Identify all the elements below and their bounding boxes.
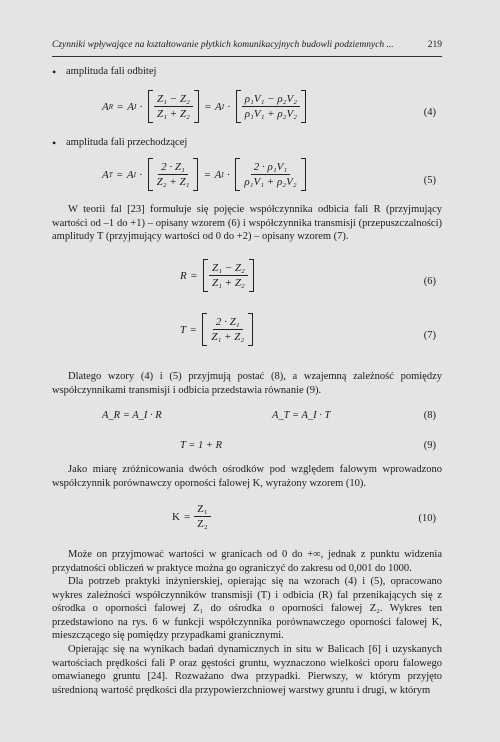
eq7-den: Z₁ + Z₂ [211, 331, 245, 343]
eq4-frac2-den: ρ₁V₁ + ρ₂V₂ [244, 108, 297, 120]
eq5-lhs: A [102, 168, 109, 181]
eq7-num: 2 · Z₁ [213, 315, 243, 330]
paragraph-3: Jako miarę zróżnicowania dwóch ośrodków pod względem falowym wprowadzono współczynnik porównawczy oporności falowej K, wyrażony wzorem (10). [52, 464, 442, 489]
eq4-amp-sub: I [133, 102, 137, 111]
paragraph-1: W teorii fal [23] formułuje się pojęcie współczynnika odbicia fali R (przyjmujący wartości od –1 do +1) – opisany wzorem (6) i współczynnika transmisji (przepuszczalności) amplitudy T (przyjmujący wartości od 0 do +2) – opisany wzorem (7). [52, 204, 442, 242]
eq5-number: (5) [423, 175, 436, 186]
eq8-number: (8) [423, 410, 436, 421]
paragraph-6: Opierając się na wynikach badań dynamicznych in situ w Balicach [6] i uzyskanych wartościach prędkości fali P oraz gęstości gruntu, wyznaczono wielkości oporu falowego omawianego gruntu [24]. Rozważano dwa przypadki. Pierwszy, w którym przyjęto uśrednioną wartość prędkości dla przypowierzchniowej warstwy gruntu i drugi, w którym [52, 644, 442, 696]
eq9-number: (9) [423, 440, 436, 451]
eq5-amp-2: A [214, 168, 222, 181]
eq6-den: Z₁ + Z₂ [211, 277, 245, 289]
eq5-amp: A [126, 168, 134, 181]
eq10-den: Z₂ [197, 518, 208, 530]
eq6-lhs: R [180, 269, 187, 282]
eq5-amp-sub: I [133, 170, 136, 179]
header-rule [52, 56, 442, 57]
bullet-reflected: • amplituda fali odbitej [66, 66, 156, 77]
eq4-lhs: A [102, 100, 109, 113]
eq7-lhs: T [180, 323, 187, 336]
paragraph-5: Dla potrzeb praktyki inżynierskiej, opierając się na wzorach (4) i (5), opracowano wykres zależności współczynników transmisji (T) i odbicia (R) fal przenikających się z ośrodka o oporności falowej Z₁ do ośrodka o oporności falowej Z₂. Wykres ten przedstawiono na rys. 6 w funkcji współczynnika porównawczego oporności falowej K, mieszczącego się pomiędzy przypadkami granicznymi. [52, 576, 442, 641]
running-header [52, 40, 442, 50]
eq5-lhs-sub: T [108, 170, 113, 179]
eq5-frac2-den: ρ₁V₁ + ρ₂V₂ [244, 176, 297, 188]
eq7-number: (7) [423, 330, 436, 341]
paragraph-2: Dlatego wzory (4) i (5) przyjmują postać (8), a wzajemną zależność pomiędzy współczynnikami transmisji i odbicia przedstawia równanie (9). [52, 371, 442, 396]
eq6-number: (6) [423, 276, 436, 287]
eq5-frac1-den: Z₂ + Z₁ [156, 176, 190, 188]
eq10-number: (10) [418, 513, 436, 524]
page: Czynniki wpływające na kształtowanie płytkich komunikacyjnych budowli podziemnych ... 219 • amplituda fali odbitej A R = A I · $\frac{\text{Z₁ − Z₂}}{\text{Z₁ + Z₂}}$ = A I · $\frac{\text{ρ₁V₁ − ρ₂V₂}}{\text{ρ₁V₁ + ρ₂V₂}}$ (4) • amplituda fali przechodzącej A T = A I · $\frac{\text{2 · Z₁}}{\text{Z₂ + Z₁}}$ = A I · $\frac{\text{2 · ρ₁V₁}}{\text{ρ₁V₁ + ρ₂V₂}}$ (5) W teorii fal [23] formułuje się pojęcie współczynnika odbicia fali R (przyjmujący wartości od –1 do +1) – opisany wzorem (6) i współczynnika transmisji (przepuszczalności) amplitudy T (przyjmujący wartości od 0 do +2) – opisany wzorem (7). R = $\frac{\text{Z₁ − Z₂}}{\text{Z₁ + Z₂}}$ (6) T = $\frac{\text{2 · Z₁}}{\text{Z₁ + Z₂}}$ (7) Dlatego wzory (4) i (5) przyjmują postać (8), a wzajemną zależność pomiędzy współczynnikami transmisji i odbicia przedstawia równanie (9). A_R = A_I · R A_T = A_I · T (8) T = 1 + R (9) Jako miarę zróżnicowania dwóch ośrodków pod względem falowym wprowadzono współczynnik porównawczy oporności falowej K, wyrażony wzorem (10). K = $\frac{\text{Z₁}}{\text{Z₂}}$ (10) Może on przyjmować wartości w granicach od 0 do +∞, jednak z punktu widzenia przydatności obliczeń w praktyce można go ograniczyć do zakresu od 0,001 do 1000. Dla potrzeb praktyki inżynierskiej, opierając się na wzorach (4) i (5), opracowano wykres zależności współczynników transmisji (T) i odbicia (R) fal przenikających się z ośrodka o oporności falowej Z₁ do ośrodka o oporności falowej Z₂. Wykres ten przedstawiono na rys. 6 w funkcji współczynnika porównawczego oporności falowej K, mieszczącego się pomiędzy przypadkami granicznymi. Opierając się na wynikach badań dynamicznych in situ w Balicach [6] i uzyskanych wartościach prędkości fali P oraz gęstości gruntu, wyznaczono wielkości oporu falowego omawianego gruntu [24]. Rozważano dwa przypadki. Pierwszy, w którym przyjęto uśrednioną wartość prędkości dla przypowierzchniowej warstwy gruntu i drugi, w którym [0, 0, 500, 742]
paragraph-4: Może on przyjmować wartości w granicach od 0 do +∞, jednak z punktu widzenia przydatności obliczeń w praktyce można go ograniczyć do zakresu od 0,001 do 1000. [52, 549, 442, 574]
eq9-text: T = 1 + R [180, 440, 222, 451]
eq4-amp-sub-2: I [221, 102, 225, 111]
eq4-amp-2: A [215, 100, 222, 113]
bullet-transmitted: • amplituda fali przechodzącej [66, 137, 187, 148]
eq5-frac2-num: 2 · ρ₁V₁ [251, 160, 290, 175]
eq4-frac1-den: Z₁ + Z₂ [156, 108, 190, 120]
eq5-amp-sub-2: I [221, 170, 224, 179]
eq8-right: A_T = A_I · T [272, 410, 331, 421]
eq6-num: Z₁ − Z₂ [209, 261, 248, 276]
page-number: 219 [427, 40, 442, 50]
eq10-lhs: K [172, 510, 180, 523]
eq8-left: A_R = A_I · R [102, 410, 162, 421]
eq4-amp: A [127, 100, 134, 113]
eq4-frac2-num: ρ₁V₁ − ρ₂V₂ [242, 92, 300, 107]
eq4-frac1-num: Z₁ − Z₂ [154, 92, 193, 107]
running-title: Czynniki wpływające na kształtowanie płytkich komunikacyjnych budowli podziemnych ... [52, 40, 394, 50]
eq4-lhs-sub: R [108, 102, 114, 111]
eq5-frac1-num: 2 · Z₁ [158, 160, 188, 175]
eq10-num: Z₁ [194, 502, 211, 517]
eq4-number: (4) [423, 107, 436, 118]
